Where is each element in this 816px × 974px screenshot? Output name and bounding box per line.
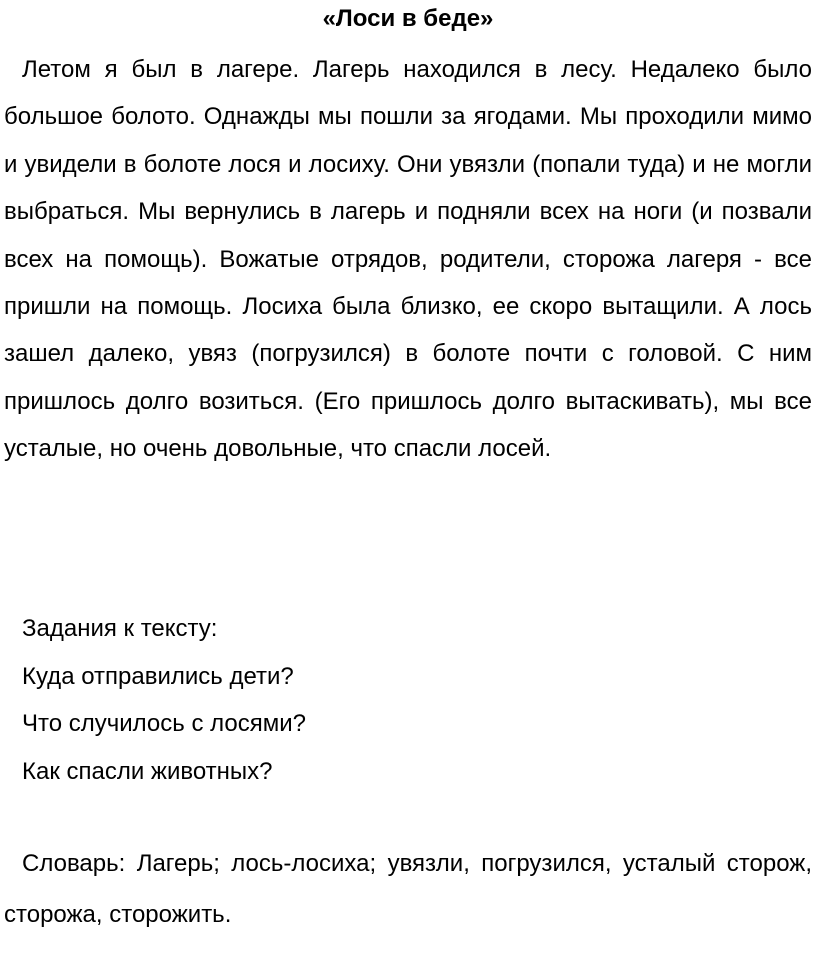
document-title: «Лоси в беде» xyxy=(322,5,494,32)
question-item: Что случилось с лосями? xyxy=(22,710,306,737)
question-item: Куда отправились дети? xyxy=(22,662,294,690)
tasks-heading: Задания к тексту: xyxy=(22,615,218,642)
tasks-section xyxy=(22,605,802,795)
vocabulary-paragraph: Словарь: Лагерь; лось-лосиха; увязли, погрузился, усталый сторож, сторожа, сторожить. xyxy=(4,850,812,928)
question-item: Как спасли животных? xyxy=(22,757,273,785)
story-paragraph: Летом я был в лагере. Лагерь находился в лесу. Недалеко было большое болото. Однажды мы пошли за ягодами. Мы проходили мимо и увидели в болоте лося и лосиху. Они увязли (попали туда) и не могли выбраться. Мы вернулись в лагерь и подняли всех на ноги (и позвали всех на помощь). Вожатые отрядов, родители, сторожа лагеря - все пришли на помощь. Лосиха была близко, ее скоро вытащили. А лось зашел далеко, увяз (погрузился) в болоте почти с головой. С ним пришлось долго возиться. (Его пришлось долго вытаскивать), мы все усталые, но очень довольные, что спасли лосей. xyxy=(4,56,812,463)
